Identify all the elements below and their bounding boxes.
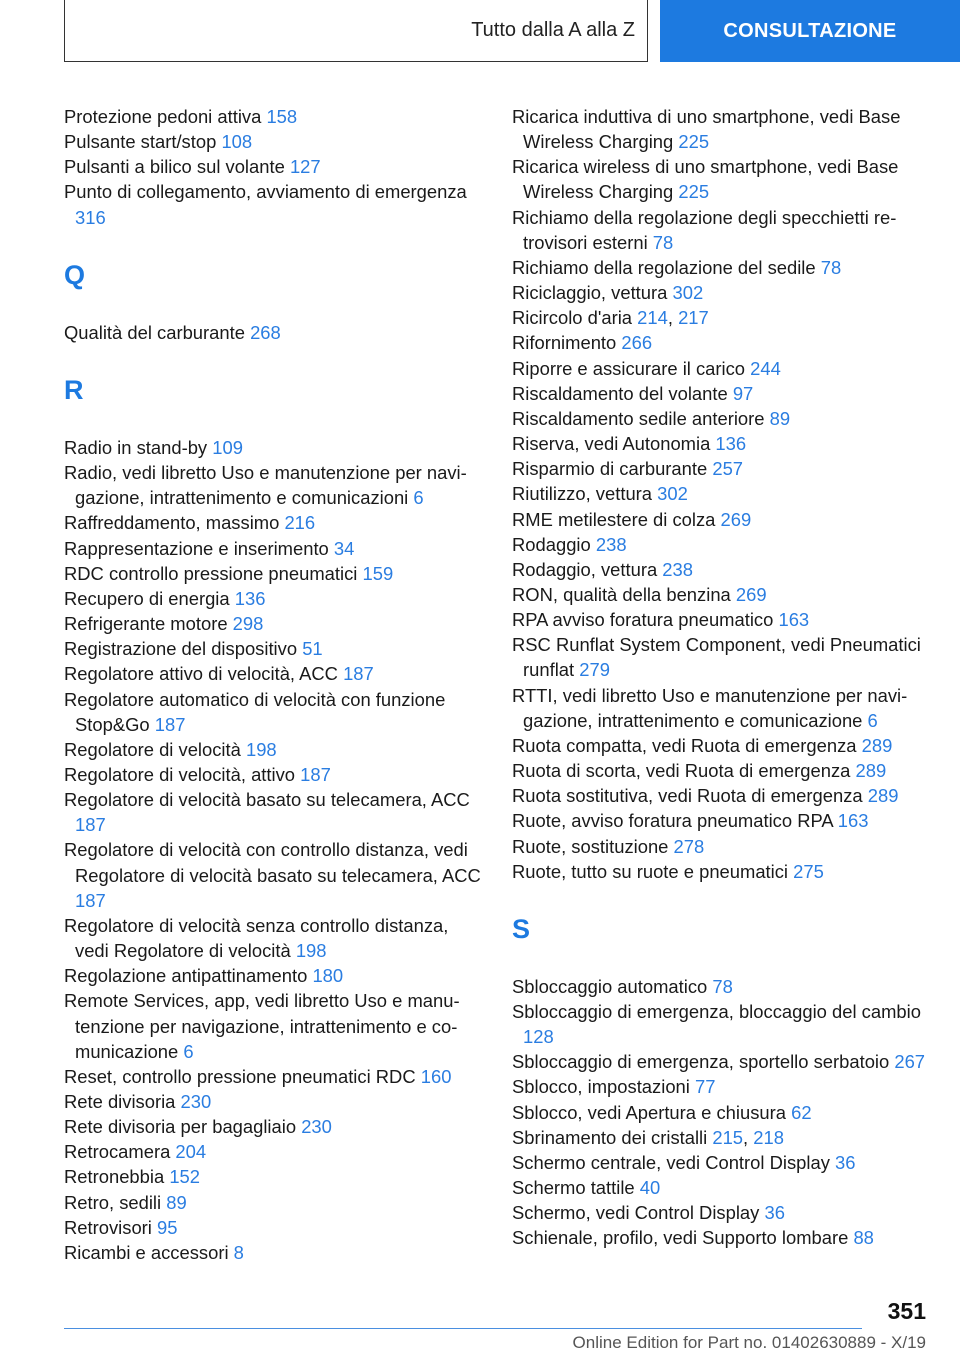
index-entry (64, 636, 484, 661)
index-entry-term: Pulsante start/stop (64, 131, 222, 153)
index-entry-term: Sblocco, impostazioni (512, 1076, 695, 1098)
index-entry (512, 607, 926, 632)
page-reference-link[interactable]: 214 (637, 307, 668, 329)
index-entry (512, 381, 926, 406)
page-reference-link[interactable]: 289 (867, 785, 899, 807)
page-reference-link[interactable]: 225 (678, 131, 710, 153)
index-entry (512, 582, 926, 607)
index-entry (512, 205, 926, 255)
index-entry-term: Ruota compatta, vedi Ruota di emergenza (512, 734, 862, 756)
page-reference-link[interactable]: 266 (621, 332, 653, 354)
page-reference-link[interactable]: 77 (694, 1076, 716, 1098)
index-entry-term: Rete divisoria per bagagliaio (64, 1116, 302, 1138)
page-reference-link[interactable]: 97 (732, 382, 754, 404)
page-reference-link[interactable]: 78 (652, 231, 674, 253)
page-reference-link[interactable]: 6 (867, 709, 878, 731)
index-entry-term: Rete divisoria (64, 1091, 181, 1112)
index-entry (64, 320, 484, 345)
index-entry-term: Remote Services, app, vedi libretto Uso e manutenzione per navigazione, intrattenimento e comunicazione (64, 990, 460, 1062)
index-entry-term: Sbrinamento dei cristalli (512, 1126, 713, 1148)
index-entry (64, 129, 484, 154)
index-entry (512, 683, 926, 733)
page-reference-link[interactable]: 302 (672, 282, 704, 304)
index-entry-term: Qualità del carburante (64, 321, 251, 343)
index-entry (64, 1114, 484, 1139)
index-entry-term: Riserva, vedi Autonomia (512, 433, 716, 455)
section-header (64, 0, 648, 62)
page-reference-link[interactable]: 78 (820, 256, 842, 278)
page-reference-link[interactable]: 279 (579, 659, 610, 681)
index-entry-term: Ruote, sostituzione (512, 835, 674, 857)
page-reference-link[interactable]: 187 (300, 763, 331, 785)
page-reference-link[interactable]: 6 (183, 1040, 194, 1062)
index-entry-term: RTTI, vedi libretto Uso e manutenzione per navigazione, intrattenimento e comunicazione (512, 684, 908, 731)
index-entry (64, 561, 484, 586)
index-letter-heading: R (64, 374, 84, 405)
index-entry-term: Schienale, profilo, vedi Supporto lombare (512, 1227, 854, 1249)
page-reference-link[interactable]: 298 (232, 613, 264, 635)
section-tab-label: CONSULTAZIONE (723, 19, 897, 42)
page-reference-link[interactable]: 36 (764, 1202, 785, 1224)
index-entry-term: Riutilizzo, vettura (512, 483, 658, 505)
section-tab (660, 0, 960, 62)
section-title: Tutto dalla A alla Z (471, 19, 635, 41)
index-entry (512, 783, 926, 808)
index-entry (64, 687, 484, 737)
index-entry (512, 1150, 926, 1175)
index-entry-term: Riscaldamento del volante (512, 382, 733, 404)
index-entry-term: Retronebbia (64, 1166, 170, 1188)
index-entry-term: Ricarica induttiva di uno smartphone, vedi Base Wireless Charging (512, 106, 901, 153)
index-entry (64, 1139, 484, 1164)
page-reference-link[interactable]: 218 (753, 1126, 784, 1148)
index-entry-term: Refrigerante motore (64, 613, 233, 635)
page-reference-link[interactable]: 204 (175, 1141, 207, 1163)
index-entry (64, 586, 484, 611)
index-entry (64, 1089, 484, 1114)
index-entry-term: Rodaggio, vettura (512, 558, 663, 580)
page-reference-link[interactable]: 180 (312, 965, 344, 987)
page-reference-link[interactable]: 238 (595, 533, 627, 555)
page-reference-link[interactable]: 269 (720, 508, 752, 530)
page-reference-link[interactable]: 163 (778, 609, 810, 631)
page-reference-link[interactable]: 225 (678, 181, 710, 203)
index-entry-term: RSC Runflat System Component, vedi Pneumatici runflat (512, 634, 921, 681)
index-entry-term: Regolatore attivo di velocità, ACC (64, 663, 344, 685)
index-entry-term: Rodaggio (512, 533, 596, 555)
index-entry (512, 356, 926, 381)
index-entry (64, 179, 484, 229)
page-reference-link[interactable]: 95 (157, 1216, 178, 1238)
index-entry-term: Pulsanti a bilico sul volante (64, 156, 290, 178)
index-entry (512, 733, 926, 758)
page-reference-link[interactable]: 187 (343, 663, 374, 685)
page-reference-link[interactable]: 6 (413, 487, 424, 509)
index-entry-term: Regolatore automatico di velocità con funzione Stop&Go (64, 688, 446, 735)
index-entry-term: Raffreddamento, massimo (64, 512, 285, 534)
page-reference-link[interactable]: 230 (180, 1091, 212, 1112)
index-entry (64, 1190, 484, 1215)
index-entry (64, 154, 484, 179)
index-entry-term: RDC controllo pressione pneumatici (64, 562, 363, 584)
page-reference-link[interactable]: 257 (712, 458, 744, 480)
index-entry-term: Regolatore di velocità (64, 738, 246, 760)
index-entry-term: Regolatore di velocità senza controllo distanza, vedi Regolatore di velocità (64, 914, 449, 962)
index-entry-term: Ricambi e accessori (64, 1241, 234, 1263)
page-reference-link[interactable]: 275 (793, 860, 824, 882)
page-reference-link[interactable]: 278 (673, 835, 705, 857)
index-entry-term: Sblocco, vedi Apertura e chiusura (512, 1101, 792, 1123)
index-entry (512, 330, 926, 355)
index-entry (64, 460, 484, 510)
index-entry-term: Radio, vedi libretto Uso e manutenzione per navigazione, intrattenimento e comunicazioni (64, 462, 467, 509)
index-entry (512, 406, 926, 431)
page-reference-link[interactable]: 108 (221, 131, 253, 153)
index-entry (512, 532, 926, 557)
index-entry (64, 536, 484, 561)
index-column-right (512, 104, 926, 1251)
index-entry-term: Sbloccaggio di emergenza, bloccaggio del cambio (512, 1001, 921, 1022)
index-entry-term: RME metilestere di colza (512, 508, 721, 530)
index-entry (512, 280, 926, 305)
index-entry (64, 611, 484, 636)
index-entry-term: Richiamo della regolazione degli specchietti retrovisori esterni (512, 206, 897, 253)
page-reference-link[interactable]: 267 (894, 1051, 926, 1073)
page-reference-link[interactable]: 34 (333, 537, 355, 559)
index-entry-term: Ruota di scorta, vedi Ruota di emergenza (512, 760, 856, 782)
index-entry-term: Ricarica wireless di uno smartphone, vedi Base Wireless Charging (512, 156, 899, 203)
page-reference-link[interactable]: 136 (234, 587, 266, 609)
page-reference-link[interactable]: 269 (735, 583, 767, 605)
page-reference-link[interactable]: 198 (295, 940, 327, 962)
index-entry (64, 661, 484, 686)
footer-edition-text: Online Edition for Part no. 01402630889 - X/19 (572, 1333, 926, 1352)
page-reference-link[interactable]: 268 (250, 321, 281, 343)
page-reference-link[interactable]: 215 (712, 1126, 744, 1148)
index-entry (64, 787, 484, 837)
index-entry-term: Regolatore di velocità, attivo (64, 763, 301, 785)
page-reference-link[interactable]: 216 (284, 512, 316, 534)
page-reference-link[interactable]: 36 (835, 1151, 856, 1173)
index-entry (512, 1100, 926, 1125)
page-reference-link[interactable]: 62 (791, 1101, 812, 1123)
index-entry (64, 1164, 484, 1189)
index-entry-term: Ruote, tutto su ruote e pneumatici (512, 860, 794, 882)
index-entry-term: Rifornimento (512, 332, 622, 354)
page-reference-link[interactable]: 158 (266, 106, 298, 127)
page-reference-link[interactable]: 289 (861, 734, 893, 756)
index-entry-term: Radio in stand-by (64, 436, 213, 458)
index-entry-term: Rappresentazione e inserimento (64, 537, 334, 559)
index-entry-term: Ruota sostitutiva, vedi Ruota di emergenza (512, 785, 868, 807)
index-entry (64, 1240, 484, 1265)
index-entry (64, 737, 484, 762)
page-separator: , (743, 1126, 754, 1148)
footer-divider (64, 1328, 862, 1329)
index-entry (64, 1064, 484, 1089)
index-entry-term: Riscaldamento sedile anteriore (512, 407, 770, 429)
page-reference-link[interactable]: 187 (75, 889, 106, 911)
page-separator: , (667, 307, 679, 329)
index-entry-term: Retrovisori (64, 1216, 157, 1238)
index-entry (512, 1125, 926, 1150)
page-reference-link[interactable]: 8 (233, 1241, 244, 1263)
index-entry (64, 1215, 484, 1240)
index-entry (512, 1074, 926, 1099)
index-entry (64, 510, 484, 535)
index-entry-term: RPA avviso foratura pneumatico (512, 609, 779, 631)
index-entry (512, 974, 926, 999)
index-entry (512, 1049, 926, 1074)
index-entry-term: Registrazione del dispositivo (64, 638, 303, 660)
index-entry-term: Riporre e assicurare il carico (512, 357, 751, 379)
index-entry (512, 758, 926, 783)
index-entry (512, 456, 926, 481)
page-reference-link[interactable]: 109 (212, 436, 243, 458)
index-entry (512, 154, 926, 204)
index-entry-term: Schermo centrale, vedi Control Display (512, 1151, 835, 1173)
page-reference-link[interactable]: 198 (245, 738, 277, 760)
index-entry-term: Schermo, vedi Control Display (512, 1202, 765, 1224)
index-entry (512, 255, 926, 280)
index-entry-term: Regolatore di velocità con controllo distanza, vedi Regolatore di velocità basato su telecamera, ACC (64, 839, 481, 886)
index-entry-term: Ricircolo d'aria (512, 307, 638, 329)
page-reference-link[interactable]: 51 (302, 638, 323, 660)
index-entry (512, 305, 926, 330)
index-entry-term: Protezione pedoni attiva (64, 106, 267, 127)
index-entry-term: Retro, sedili (64, 1191, 167, 1213)
index-column-left (64, 104, 484, 1265)
page-reference-link[interactable]: 89 (769, 407, 791, 429)
page-reference-link[interactable]: 289 (855, 760, 887, 782)
index-entry (64, 762, 484, 787)
index-entry (512, 632, 926, 682)
index-entry-term: RON, qualità della benzina (512, 583, 736, 605)
page-number: 351 (887, 1298, 926, 1324)
index-entry (512, 104, 926, 154)
page-reference-link[interactable]: 230 (301, 1116, 332, 1138)
page-reference-link[interactable]: 163 (837, 810, 869, 832)
page-reference-link[interactable]: 160 (420, 1065, 452, 1087)
index-entry-term: Sbloccaggio di emergenza, sportello serbatoio (512, 1051, 895, 1073)
page-reference-link[interactable]: 244 (750, 357, 781, 379)
index-entry (512, 507, 926, 532)
index-entry-term: Recupero di energia (64, 587, 235, 609)
page-reference-link[interactable]: 136 (715, 433, 747, 455)
index-entry (512, 859, 926, 884)
index-entry-term: Sbloccaggio automatico (512, 975, 713, 997)
page-reference-link[interactable]: 127 (289, 156, 321, 178)
page-reference-link[interactable]: 89 (166, 1191, 187, 1213)
page-reference-link[interactable]: 238 (662, 558, 693, 580)
page-reference-link[interactable]: 128 (523, 1026, 554, 1048)
index-entry (512, 431, 926, 456)
page-reference-link[interactable]: 159 (362, 562, 394, 584)
page-reference-link[interactable]: 217 (678, 307, 709, 329)
index-entry (512, 1225, 926, 1250)
page-reference-link[interactable]: 152 (169, 1166, 200, 1188)
index-entry-term: Regolatore di velocità basato su telecamera, ACC (64, 789, 470, 811)
page-reference-link[interactable]: 78 (712, 975, 733, 997)
index-entry-term: Richiamo della regolazione del sedile (512, 256, 821, 278)
index-entry (512, 1200, 926, 1225)
index-entry (512, 557, 926, 582)
index-entry (512, 999, 926, 1049)
index-entry (64, 104, 484, 129)
index-entry (64, 963, 484, 988)
index-entry (512, 1175, 926, 1200)
page-reference-link[interactable]: 302 (657, 483, 688, 505)
page-reference-link[interactable]: 316 (75, 206, 106, 228)
index-entry-term: Risparmio di carburante (512, 458, 713, 480)
index-entry-term: Retrocamera (64, 1141, 176, 1163)
index-entry-term: Ruote, avviso foratura pneumatico RPA (512, 810, 838, 832)
index-entry-term: Reset, controllo pressione pneumatici RDC (64, 1065, 421, 1087)
index-entry-term: Punto di collegamento, avviamento di emergenza (64, 181, 467, 203)
index-entry (512, 808, 926, 833)
page-reference-link[interactable]: 40 (639, 1177, 661, 1199)
index-letter-heading: S (512, 913, 531, 944)
index-entry-term: Schermo tattile (512, 1177, 640, 1199)
page-reference-link[interactable]: 187 (75, 814, 106, 836)
page-reference-link[interactable]: 88 (853, 1227, 874, 1249)
index-letter-heading: Q (64, 259, 86, 290)
index-entry-term: Riciclaggio, vettura (512, 282, 673, 304)
page-reference-link[interactable]: 187 (154, 713, 186, 735)
index-entry (64, 435, 484, 460)
index-entry (64, 837, 484, 912)
index-entry (512, 481, 926, 506)
index-entry (64, 988, 484, 1063)
index-entry (512, 834, 926, 859)
index-entry-term: Regolazione antipattinamento (64, 965, 313, 987)
index-entry (64, 913, 484, 963)
